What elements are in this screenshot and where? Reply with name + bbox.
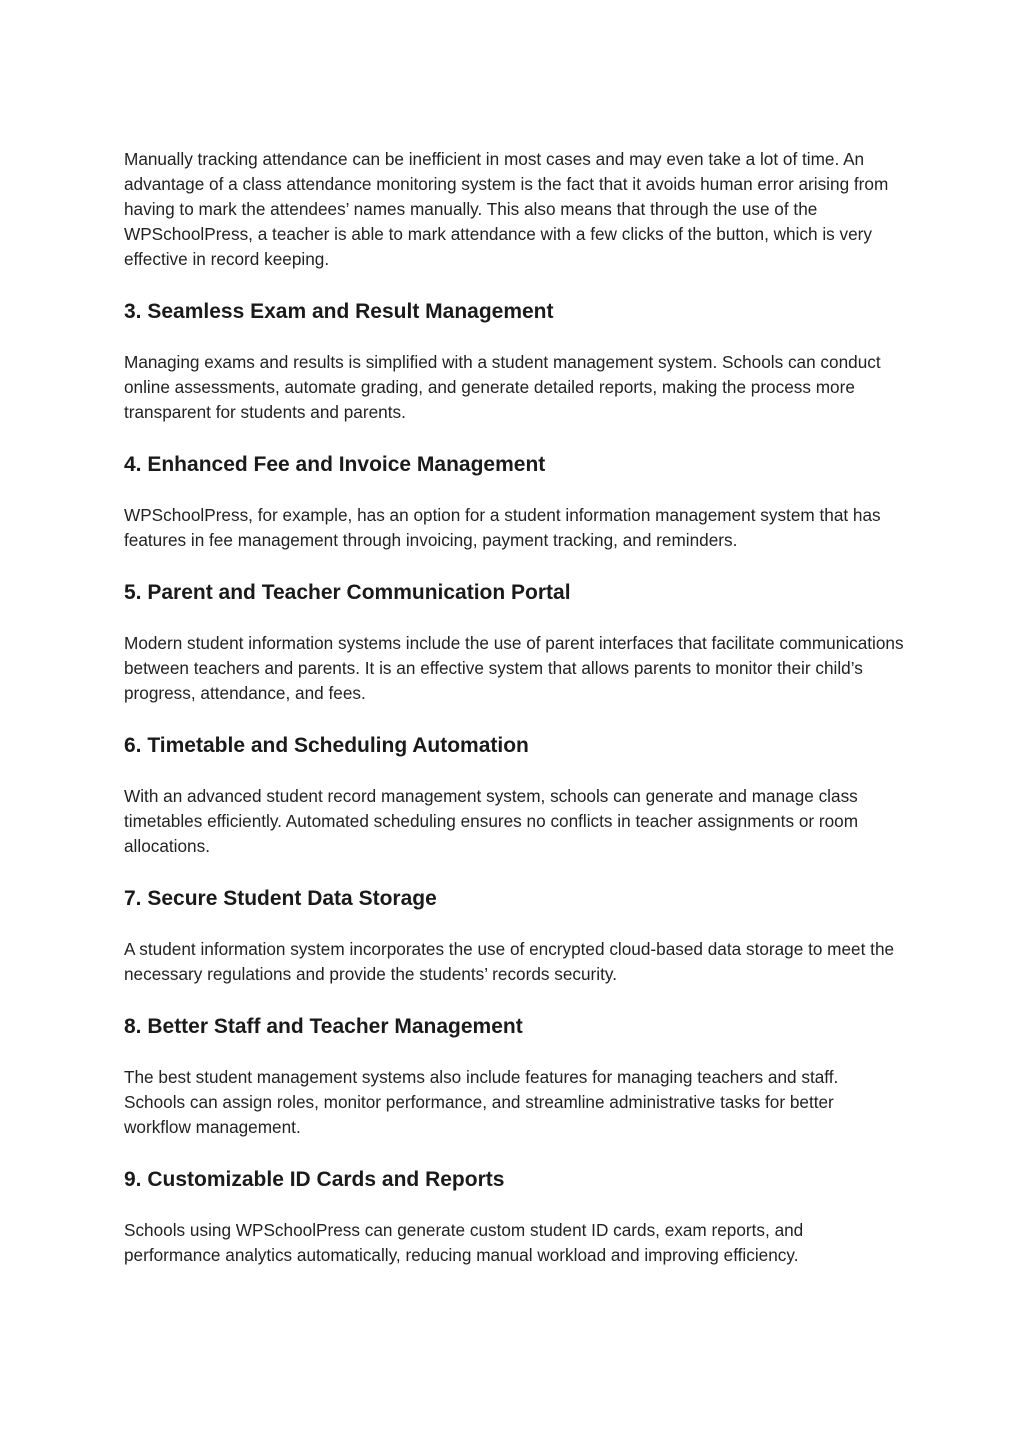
section-body-3: Managing exams and results is simplified with a student management system. Schools can conduct online assessments, automate grading, and generate detailed reports, making the process more transparent for students and parents.	[124, 352, 881, 422]
section-body-7: A student information system incorporates the use of encrypted cloud-based data storage to meet the necessary regulations and provide the students’ records security.	[124, 939, 895, 984]
section-heading-6: 6. Timetable and Scheduling Automation	[124, 734, 529, 757]
spacer	[124, 553, 904, 579]
spacer	[124, 859, 904, 885]
section-body-4: WPSchoolPress, for example, has an option for a student information management system that has features in fee management through invoicing, payment tracking, and reminders.	[124, 505, 881, 550]
spacer	[124, 479, 904, 503]
section-heading-7: 7. Secure Student Data Storage	[124, 887, 437, 910]
section-body-9: Schools using WPSchoolPress can generate custom student ID cards, exam reports, and performance analytics automatically, reducing manual workload and improving efficiency.	[124, 1220, 804, 1265]
spacer	[124, 1194, 904, 1218]
section-heading-8: 8. Better Staff and Teacher Management	[124, 1015, 523, 1038]
spacer	[124, 425, 904, 451]
section-heading-3: 3. Seamless Exam and Result Management	[124, 300, 554, 323]
spacer	[124, 272, 904, 298]
spacer	[124, 607, 904, 631]
spacer	[124, 326, 904, 350]
spacer	[124, 1140, 904, 1166]
intro-paragraph: Manually tracking attendance can be inefficient in most cases and may even take a lot of time. An advantage of a class attendance monitoring system is the fact that it avoids human error arising from having to mark the attendees’ names manually. This also means that through the use of the WPSchoolPress, a teacher is able to mark attendance with a few clicks of the button, which is very effective in record keeping.	[124, 149, 889, 269]
section-heading-4: 4. Enhanced Fee and Invoice Management	[124, 453, 546, 476]
section-heading-9: 9. Customizable ID Cards and Reports	[124, 1168, 505, 1191]
section-heading-5: 5. Parent and Teacher Communication Portal	[124, 581, 571, 604]
section-body-5: Modern student information systems include the use of parent interfaces that facilitate communications between teachers and parents. It is an effective system that allows parents to monitor their child’s progress, attendance, and fees.	[124, 633, 904, 703]
section-body-8: The best student management systems also include features for managing teachers and staff. Schools can assign roles, monitor performance, and streamline administrative tasks for better workflow management.	[124, 1067, 839, 1137]
document-page	[124, 147, 904, 1268]
spacer	[124, 706, 904, 732]
spacer	[124, 1041, 904, 1065]
spacer	[124, 987, 904, 1013]
spacer	[124, 913, 904, 937]
section-body-6: With an advanced student record management system, schools can generate and manage class timetables efficiently. Automated scheduling ensures no conflicts in teacher assignments or room allocations.	[124, 786, 859, 856]
spacer	[124, 760, 904, 784]
